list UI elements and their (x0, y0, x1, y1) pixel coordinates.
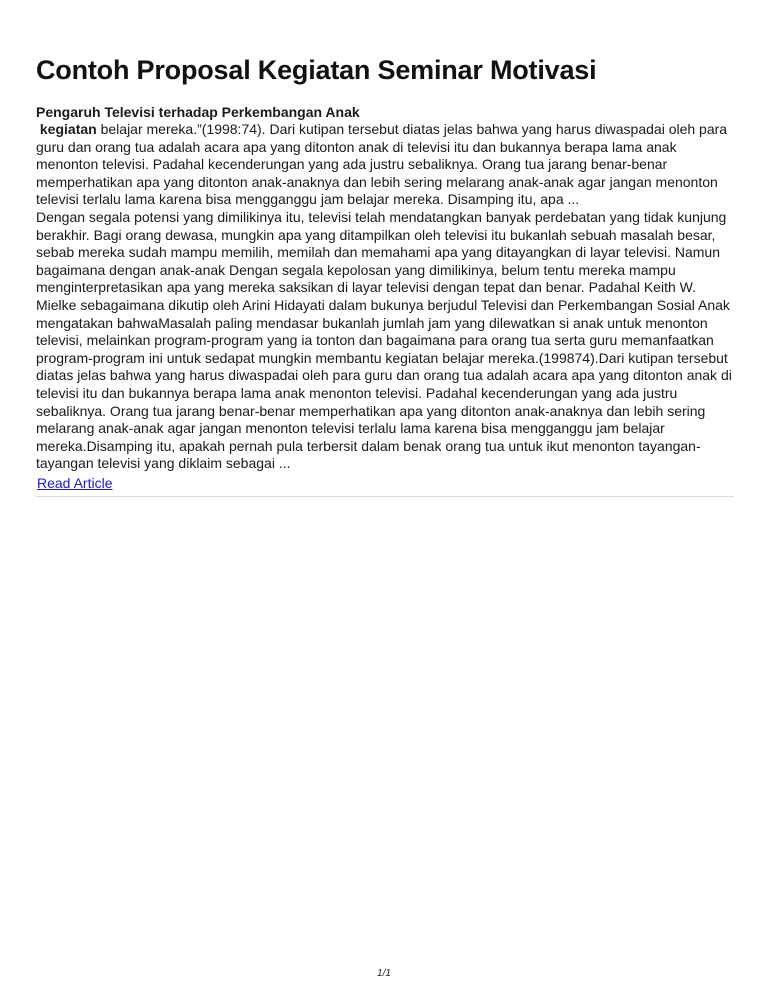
article-paragraph-1: belajar mereka.”(1998:74). Dari kutipan tersebut diatas jelas bahwa yang harus diwaspadai oleh para guru dan orang tua adalah acara apa yang ditonton anak di televisi itu dan bukannya berapa lama anak menonton televisi. Padahal kecenderungan yang ada justru sebaliknya. Orang tua jarang benar-benar memperhatikan apa yang ditonton anak-anaknya dan lebih sering melarang anak-anak agar jangan menonton televisi terlalu lama karena bisa mengganggu jam belajar mereka. Disamping itu, apa ... (36, 121, 728, 208)
article-heading: Pengaruh Televisi terhadap Perkembangan Anak (36, 104, 360, 120)
page-number: 1/1 (377, 968, 391, 979)
page-title: Contoh Proposal Kegiatan Seminar Motivasi (36, 55, 597, 85)
read-article-link[interactable]: Read Article (37, 474, 113, 491)
article-divider (36, 496, 734, 497)
article-entry (36, 103, 732, 497)
article-paragraph-2: Dengan segala potensi yang dimilikinya itu, televisi telah mendatangkan banyak perdebatan yang tidak kunjung berakhir. Bagi orang dewasa, mungkin apa yang ditampilkan oleh televisi itu bukanlah sebuah masalah besar, sebab mereka sudah mampu memilih, memilah dan memahami apa yang ditayangkan di layar televisi. Namun bagaimana dengan anak-anak Dengan segala kepolosan yang dimilikinya, belum tentu mereka mampu menginterpretasikan apa yang mereka saksikan di layar televisi dengan tepat dan benar. Padahal Keith W. Mielke sebagaimana dikutip oleh Arini Hidayati dalam bukunya berjudul Televisi dan Perkembangan Sosial Anak mengatakan bahwaMasalah paling mendasar bukanlah jumlah jam yang dilewatkan si anak untuk menonton televisi, melainkan program-program yang ia tonton dan bagaimana para orang tua serta guru memanfaatkan program-program ini untuk sedapat mungkin membantu kegiatan belajar mereka.(199874).Dari kutipan tersebut diatas jelas bahwa yang harus diwaspadai oleh para guru dan orang tua adalah acara apa yang ditonton anak di televisi itu dan bukannya berapa lama anak menonton televisi. Padahal kecenderungan yang ada justru sebaliknya. Orang tua jarang benar-benar memperhatikan apa yang ditonton anak-anaknya dan lebih sering melarang anak-anak agar jangan menonton televisi terlalu lama karena bisa mengganggu jam belajar mereka.Disamping itu, apakah pernah pula terbersit dalam benak orang tua untuk ikut menonton tayangan-tayangan televisi yang diklaim sebagai ... (36, 208, 732, 472)
document-page (36, 0, 732, 497)
article-keyword: kegiatan (39, 121, 97, 137)
article-excerpt (36, 121, 732, 473)
